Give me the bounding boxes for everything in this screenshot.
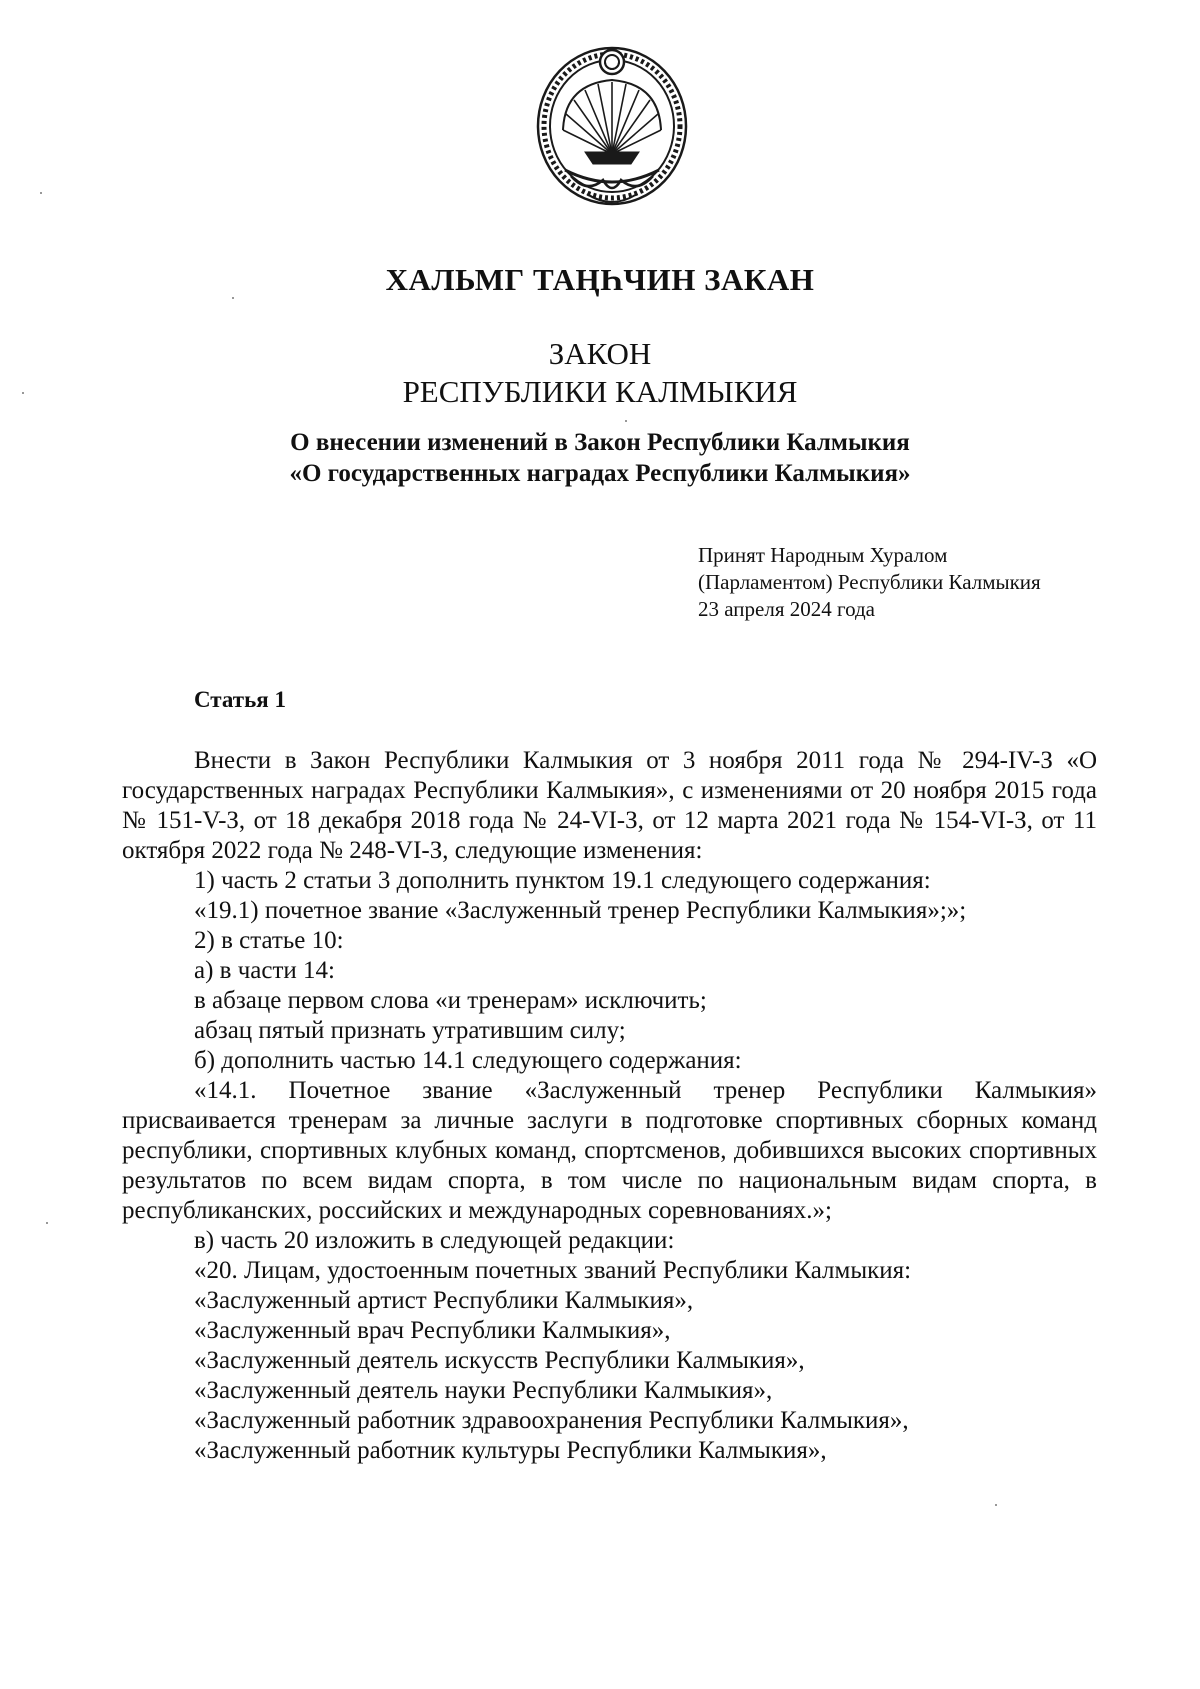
paragraph: 1) часть 2 статьи 3 дополнить пунктом 19.1 следующего содержания:: [194, 867, 931, 894]
paragraph: «Заслуженный работник культуры Республики Калмыкия»,: [194, 1437, 827, 1464]
article-heading: Статья 1: [194, 687, 286, 712]
paragraph: «Заслуженный врач Республики Калмыкия»,: [194, 1317, 671, 1344]
scan-speck: [46, 1222, 48, 1224]
law-subject-line-1: О внесении изменений в Закон Республики Калмыкия: [290, 429, 910, 456]
paragraph: «20. Лицам, удостоенным почетных званий Республики Калмыкия:: [194, 1257, 912, 1284]
paragraph: в) часть 20 изложить в следующей редакции:: [194, 1227, 675, 1254]
adoption-date: 23 апреля 2024 года: [698, 597, 875, 621]
paragraph: а) в части 14:: [194, 957, 335, 984]
paragraph: «14.1. Почетное звание «Заслуженный тренер Республики Калмыкия» присваивается тренерам за личные заслуги в подготовке спортивных сборных команд республики, спортивных клубных команд, спортсменов, добившихся высоких спортивных результатов по всем видам спорта, в том числе по национальным видам спорта, в республиканских, российских и международных соревнованиях.»;: [122, 1077, 1097, 1224]
scan-speck: [625, 420, 627, 422]
scan-speck: [232, 297, 234, 299]
scan-speck: [40, 192, 42, 194]
adoption-note-line-2: (Парламентом) Республики Калмыкия: [698, 570, 1041, 594]
paragraph: Внести в Закон Республики Калмыкия от 3 ноября 2011 года № 294-IV-З «О государственных наградах Республики Калмыкия», с изменениями от 20 ноября 2015 года № 151-V-З, от 18 декабря 2018 года № 24-VI-З, от 12 марта 2021 года № 154-VI-З, от 11 октября 2022 года № 248-VI-З, следующие изменения:: [122, 747, 1097, 864]
article-body: [122, 746, 1097, 1466]
law-subject-line-2: «О государственных наградах Республики Калмыкия»: [289, 460, 911, 487]
paragraph: абзац пятый признать утратившим силу;: [194, 1017, 626, 1044]
scan-speck: [995, 1504, 997, 1506]
law-title: [0, 335, 1200, 411]
paragraph: «Заслуженный деятель искусств Республики Калмыкия»,: [194, 1347, 805, 1374]
law-title-line-1: ЗАКОН: [548, 336, 652, 371]
paragraph: в абзаце первом слова «и тренерам» исключить;: [194, 987, 707, 1014]
kalmykia-coat-of-arms-icon: [535, 44, 689, 210]
paragraph: «Заслуженный деятель науки Республики Калмыкия»,: [194, 1377, 773, 1404]
law-title-line-2: РЕСПУБЛИКИ КАЛМЫКИЯ: [402, 374, 798, 409]
paragraph: 2) в статье 10:: [194, 927, 344, 954]
law-subject: [0, 427, 1200, 489]
kalmyk-law-title: ХАЛЬМГ ТАҢҺЧИН ЗАКАН: [385, 262, 815, 297]
paragraph: «19.1) почетное звание «Заслуженный тренер Республики Калмыкия»;»;: [194, 897, 967, 924]
paragraph: «Заслуженный артист Республики Калмыкия»,: [194, 1287, 694, 1314]
adoption-note-line-1: Принят Народным Хуралом: [698, 543, 948, 567]
paragraph: «Заслуженный работник здравоохранения Республики Калмыкия»,: [194, 1407, 909, 1434]
scan-speck: [22, 392, 24, 394]
paragraph: б) дополнить частью 14.1 следующего содержания:: [194, 1047, 742, 1074]
adoption-note: [698, 542, 1041, 623]
